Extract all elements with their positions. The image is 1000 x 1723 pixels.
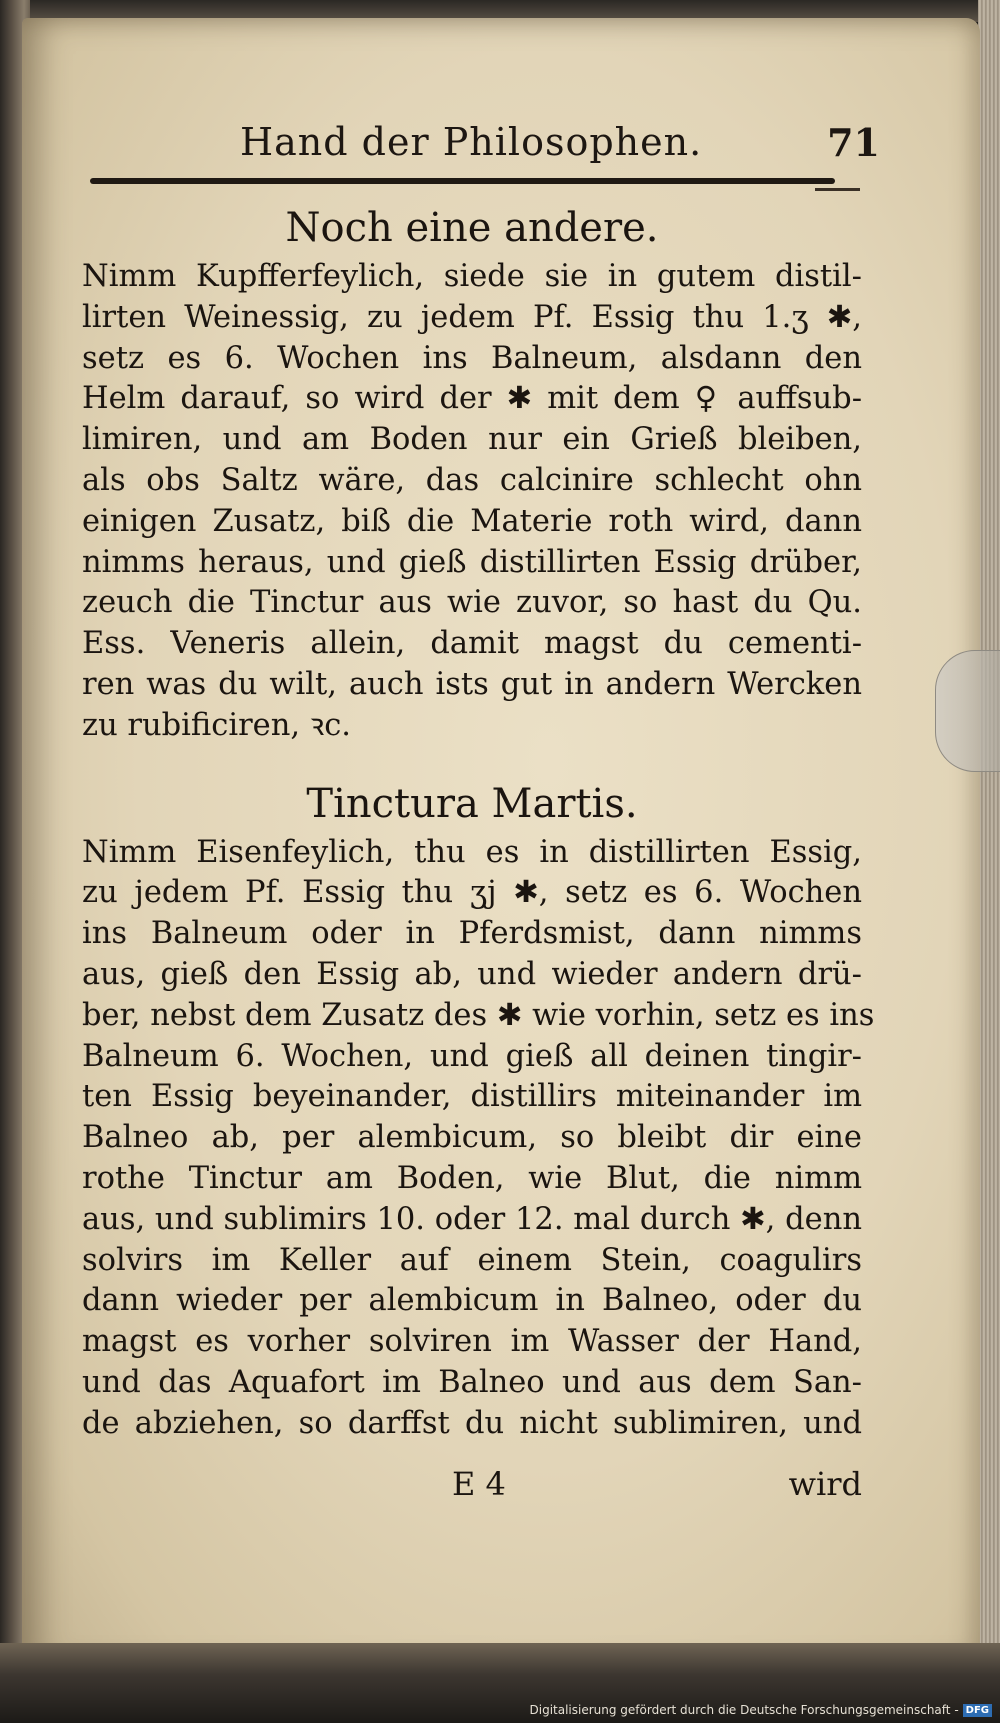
text-line: Nimm Eisenfeylich, thu es in distillirten Essig, [82, 834, 862, 870]
text-line: zu rubificiren, ꝛc. [82, 707, 351, 743]
paragraph [82, 833, 875, 1445]
text-line: und das Aquafort im Balneo und aus dem San- [82, 1364, 862, 1400]
text-line: Helm darauf, so wird der ✱ mit dem ♀ auffsub- [82, 381, 862, 417]
catchword: wird [788, 1465, 862, 1503]
text-line: Ess. Veneris allein, damit magst du cementi- [82, 626, 862, 662]
dfg-logo: DFG [963, 1704, 992, 1717]
text-line: einigen Zusatz, biß die Materie roth wird, dann [82, 503, 862, 539]
credit-text: Digitalisierung gefördert durch die Deutsche Forschungsgemeinschaft - [529, 1703, 959, 1717]
signature-mark: E 4 [452, 1465, 506, 1503]
text-line: lirten Weinessig, zu jedem Pf. Essig thu 1.ʒ ✱, [82, 299, 862, 335]
page-number: 71 [827, 120, 880, 165]
header-rule-short [815, 188, 860, 191]
text-line: Balneo ab, per alembicum, so bleibt dir eine [82, 1120, 862, 1156]
text-line: limiren, und am Boden nur ein Grieß bleiben, [82, 422, 862, 458]
text-line: zeuch die Tinctur aus wie zuvor, so hast du Qu. [82, 585, 862, 621]
book-page-edges [978, 0, 1000, 1680]
text-line: magst es vorher solviren im Wasser der Hand, [82, 1324, 862, 1360]
text-line: als obs Saltz wäre, das calcinire schlecht ohn [82, 462, 862, 498]
text-line: aus, und sublimirs 10. oder 12. mal durch ✱, denn [82, 1201, 862, 1237]
text-line: Balneum 6. Wochen, und gieß all deinen tingir- [82, 1038, 862, 1074]
text-line: setz es 6. Wochen ins Balneum, alsdann den [82, 340, 862, 376]
text-line: de abziehen, so darffst du nicht sublimiren, und [82, 1405, 862, 1441]
text-line: solvirs im Keller auf einem Stein, coagulirs [82, 1242, 862, 1278]
page-clip [935, 650, 1000, 772]
paragraph [82, 257, 862, 747]
text-line: dann wieder per alembicum in Balneo, oder du [82, 1283, 862, 1319]
page-content [82, 195, 875, 1445]
text-line: ten Essig beyeinander, distillirs miteinander im [82, 1079, 862, 1115]
page-footer [82, 1465, 862, 1511]
text-line: aus, gieß den Essig ab, und wieder andern drü- [82, 956, 862, 992]
text-line: ins Balneum oder in Pferdsmist, dann nimms [82, 916, 862, 952]
header-rule [90, 178, 835, 184]
text-line: nimms heraus, und gieß distillirten Essig drüber, [82, 544, 862, 580]
section-title: Noch eine andere. [285, 205, 659, 251]
text-line: ren was du wilt, auch ists gut in andern Wercken [82, 666, 862, 702]
text-line: zu jedem Pf. Essig thu ʒj ✱, setz es 6. Wochen [82, 875, 862, 911]
section-title: Tinctura Martis. [306, 780, 638, 827]
text-line: Nimm Kupfferfeylich, siede sie in gutem distil- [82, 259, 862, 294]
running-head: Hand der Philosophen. [240, 120, 703, 164]
text-line: ber, nebst dem Zusatz des ✱ wie vorhin, setz es ins [82, 997, 875, 1033]
digitization-credit [530, 1703, 993, 1717]
text-line: rothe Tinctur am Boden, wie Blut, die nimm [82, 1160, 862, 1196]
page-header [240, 120, 880, 170]
